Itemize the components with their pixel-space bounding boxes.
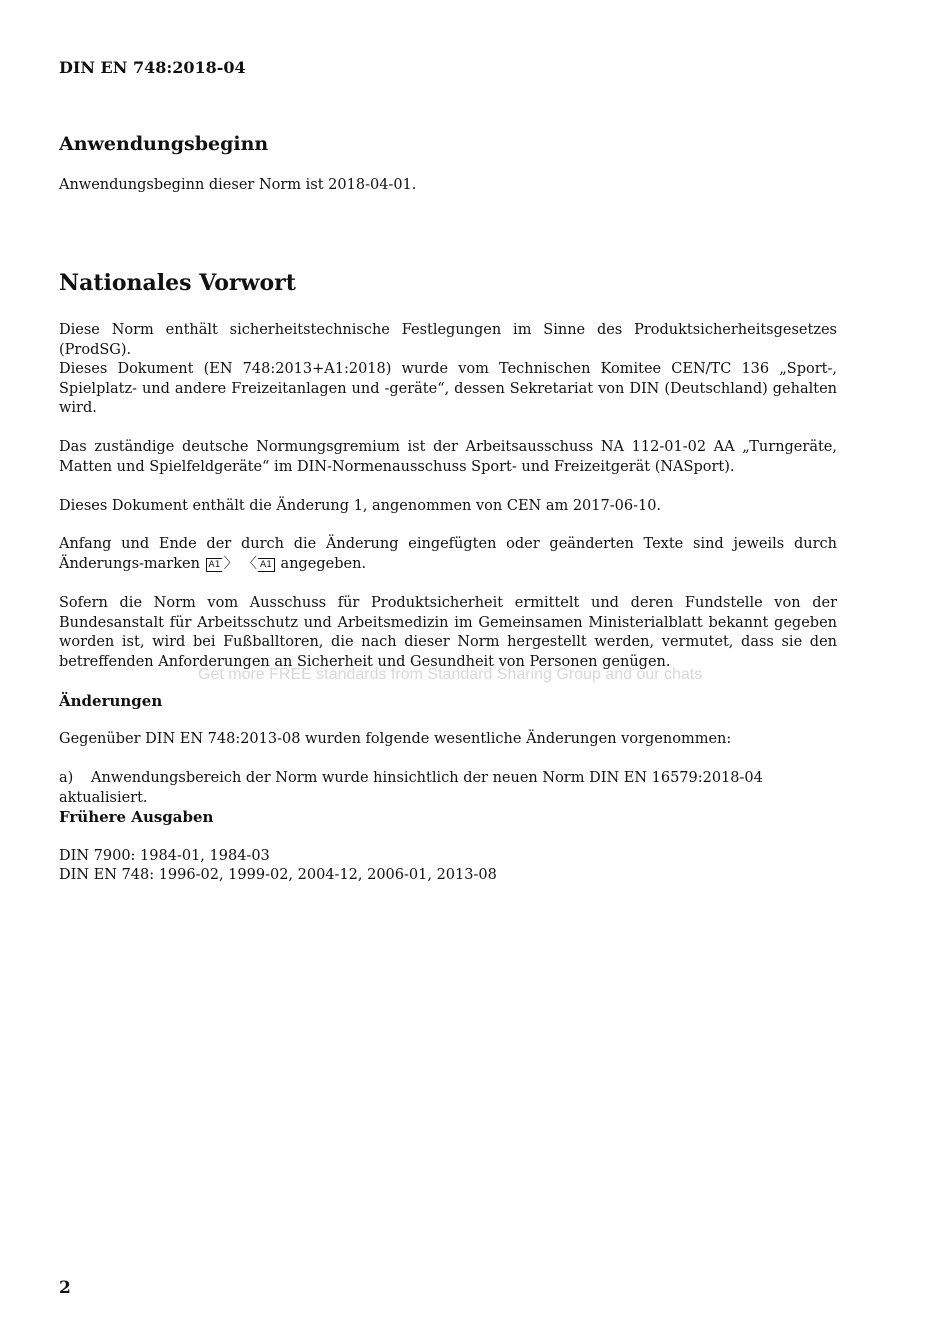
page-number: 2	[59, 1278, 71, 1298]
aenderungen-intro: Gegenüber DIN EN 748:2013-08 wurden folgende wesentliche Änderungen vorgenommen:	[59, 731, 732, 747]
list-item	[59, 769, 837, 808]
heading-aenderungen: Änderungen	[59, 692, 163, 710]
document-id: DIN EN 748:2018-04	[59, 58, 246, 77]
vorwort-paragraph-5: Anfang und Ende der durch die Änderung eingefügten oder geänderten Texte sind jeweils durch Änderungs-marken A1 〉 〈 A1 angegeben.	[59, 536, 837, 572]
amendment-end-marker: A1	[258, 558, 275, 572]
paragraph-5-text-end: angegeben.	[280, 555, 367, 572]
fruehere-line-2: DIN EN 748: 1996-02, 1999-02, 2004-12, 2006-01, 2013-08	[59, 867, 497, 883]
list-item-label: a)	[59, 770, 74, 786]
list-item-text: Anwendungsbereich der Norm wurde hinsichtlich der neuen Norm DIN EN 16579:2018-04 aktualisiert.	[59, 770, 763, 806]
heading-fruehere-ausgaben: Frühere Ausgaben	[59, 808, 214, 826]
paragraph-5-text: Anfang und Ende der durch die Änderung eingefügten oder geänderten Texte sind jeweils durch Änderungs-marken	[59, 536, 837, 572]
vorwort-paragraph-2: Dieses Dokument (EN 748:2013+A1:2018) wurde vom Technischen Komitee CEN/TC 136 „Sport-, Spielplatz- und andere Freizeitanlagen und -geräte“, dessen Sekretariat von DIN (Deutschland) gehalten wird.	[59, 361, 837, 416]
vorwort-paragraph-3: Das zuständige deutsche Normungsgremium ist der Arbeitsausschuss NA 112-01-02 AA „Turngeräte, Matten und Spielfeldgeräte“ im DIN-Normenausschuss Sport- und Freizeitgerät (NASport).	[59, 439, 837, 475]
vorwort-paragraph-1: Diese Norm enthält sicherheitstechnische Festlegungen im Sinne des Produktsicherheitsgesetzes (ProdSG).	[59, 322, 837, 358]
vorwort-paragraph-6: Sofern die Norm vom Ausschuss für Produktsicherheit ermittelt und deren Fundstelle von der Bundesanstalt für Arbeitsschutz und Arbeitsmedizin im Gemeinsamen Ministerialblatt bekannt gegeben worden ist, wird bei Fußballtoren, die nach dieser Norm hergestellt werden, vermutet, dass sie den betreffenden Anforderungen an Sicherheit und Gesundheit von Personen genügen.	[59, 595, 837, 670]
watermark-text: Get more FREE standards from Standard Sharing Group and our chats	[198, 666, 703, 683]
heading-anwendungsbeginn: Anwendungsbeginn	[59, 133, 269, 155]
heading-nationales-vorwort: Nationales Vorwort	[59, 270, 296, 296]
fruehere-line-1: DIN 7900: 1984-01, 1984-03	[59, 848, 270, 864]
amendment-start-marker: A1	[206, 558, 223, 572]
vorwort-paragraph-4: Dieses Dokument enthält die Änderung 1, angenommen von CEN am 2017-06-10.	[59, 498, 662, 514]
anwendungsbeginn-text: Anwendungsbeginn dieser Norm ist 2018-04-01.	[59, 177, 417, 193]
